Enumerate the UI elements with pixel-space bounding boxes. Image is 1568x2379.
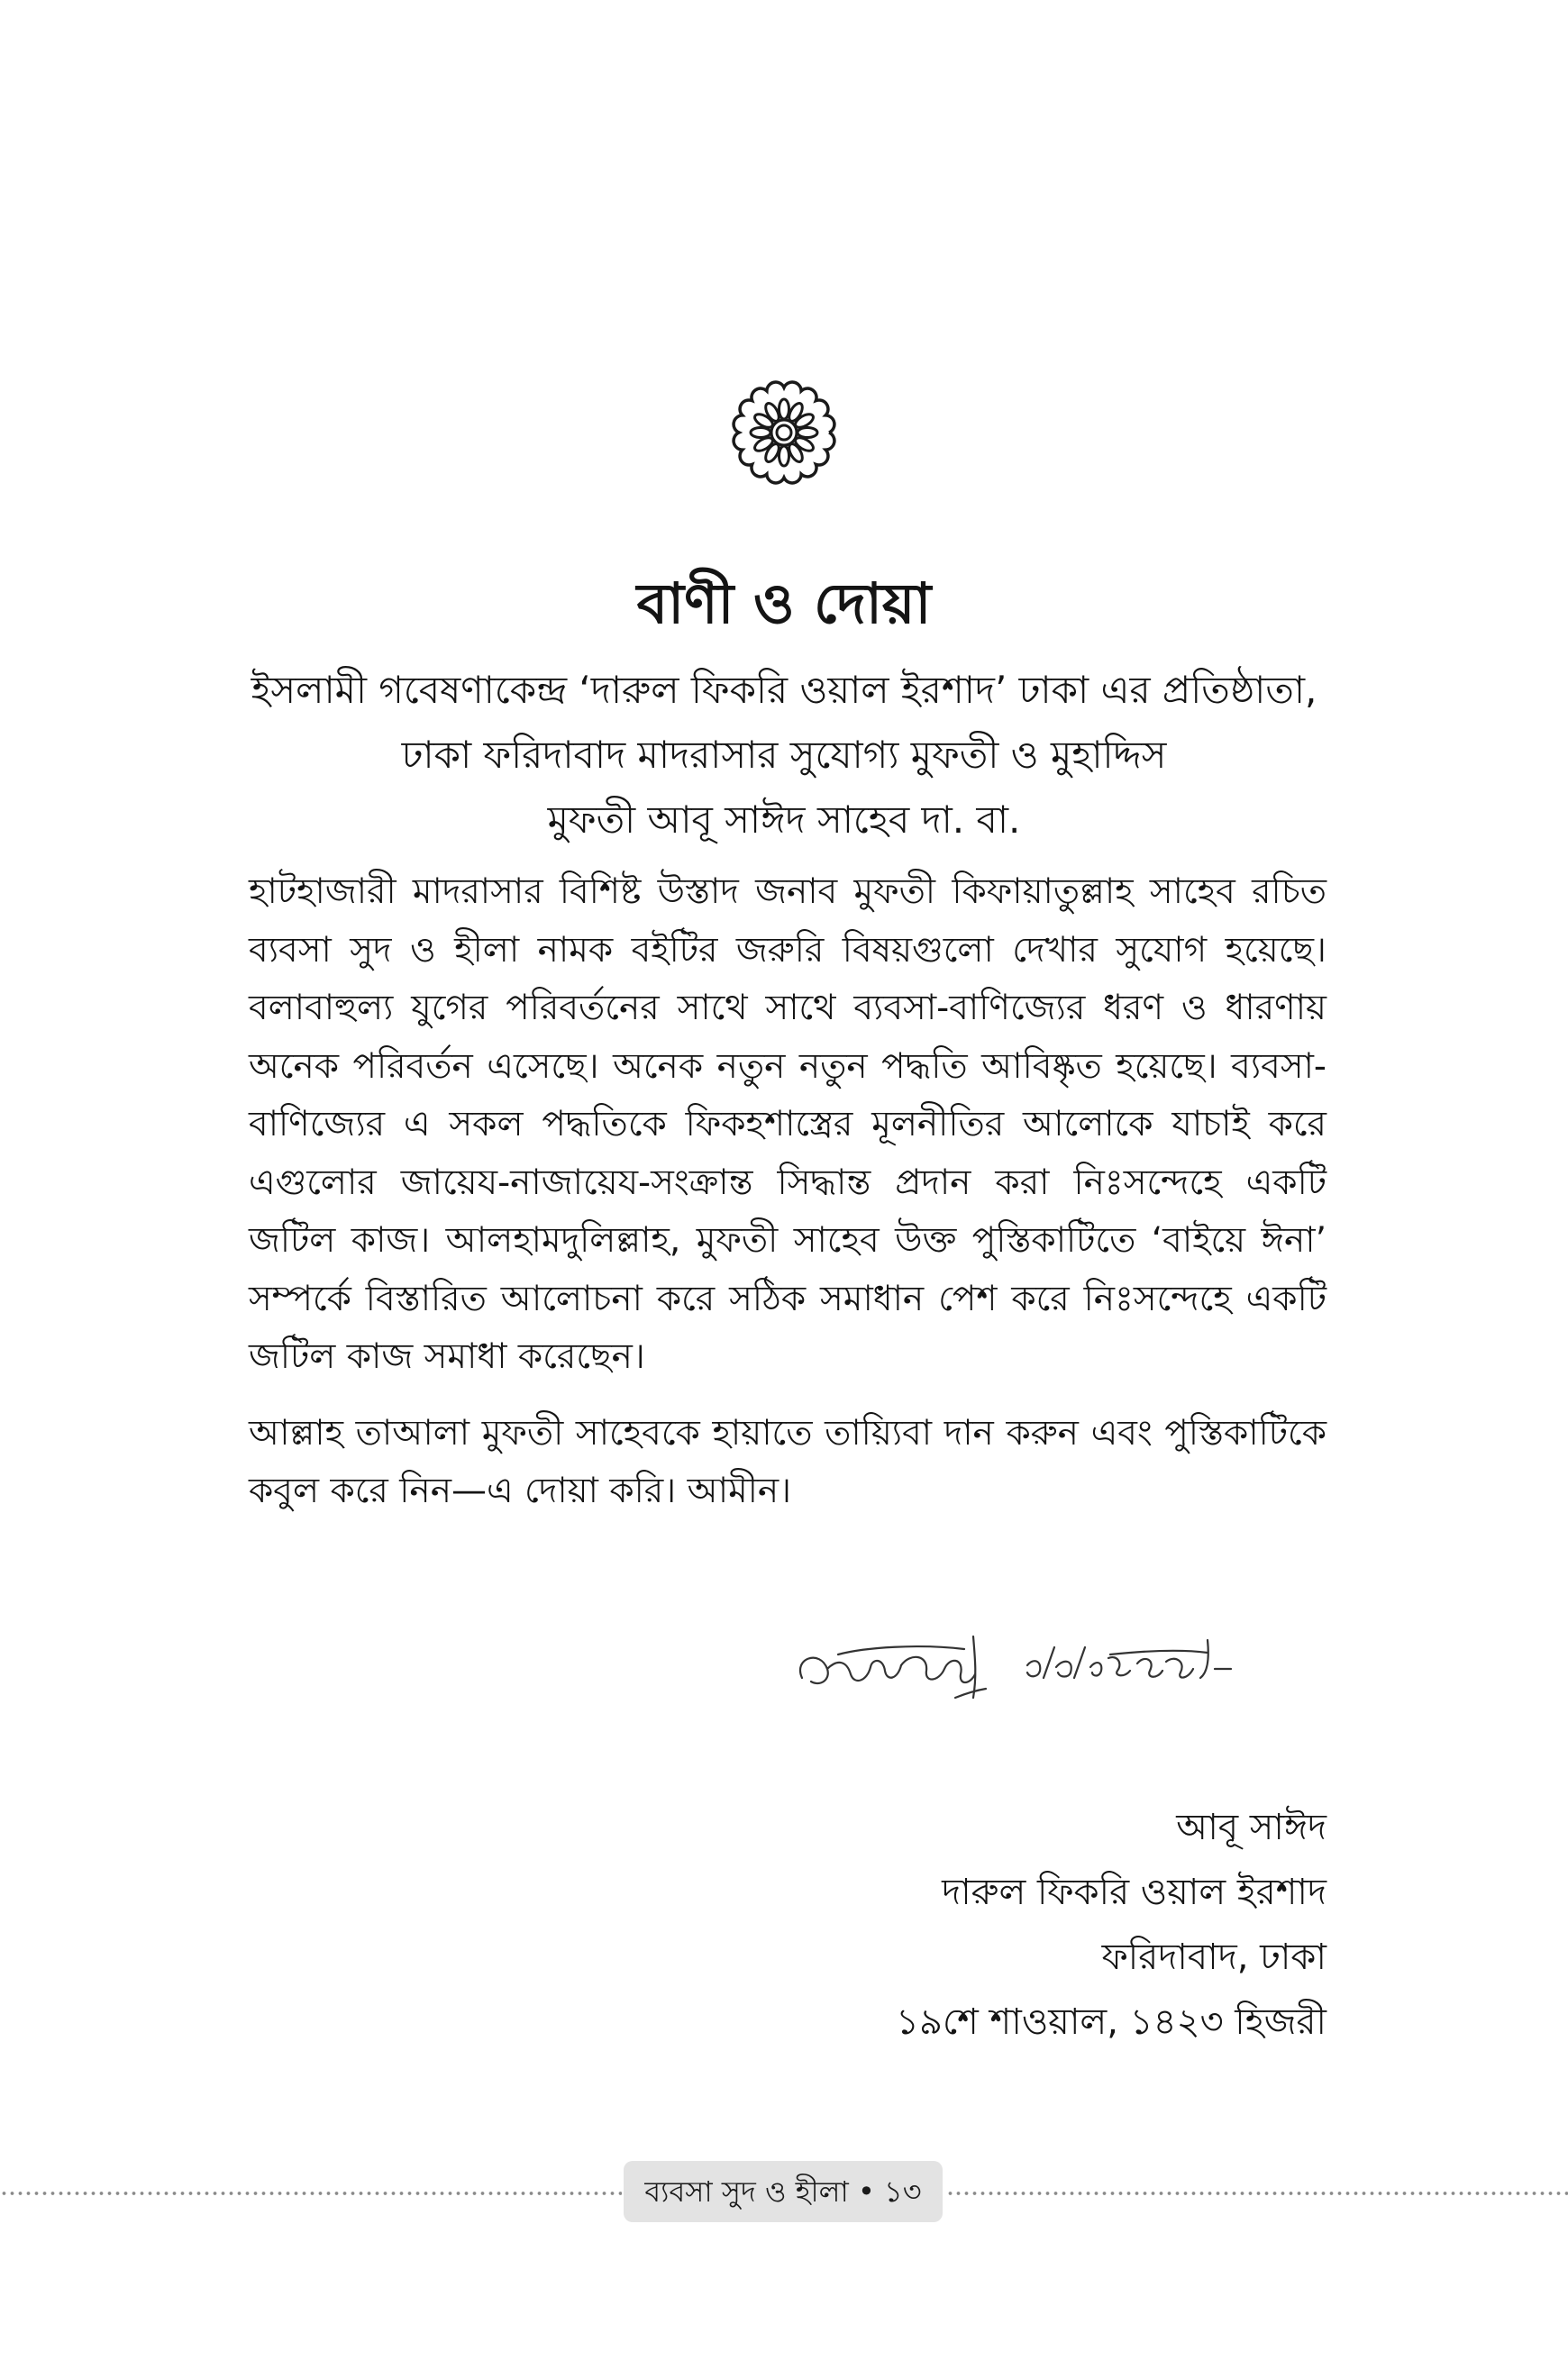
- footer-book-title: ব্যবসা সুদ ও হীলা: [644, 2174, 849, 2209]
- author-block: [896, 1795, 1326, 2055]
- footer-divider-right: [946, 2188, 1568, 2199]
- paragraph-prayer: আল্লাহ তাআলা মুফতী সাহেবকে হায়াতে তায়্যিবা দান করুন এবং পুস্তিকাটিকে কবুল করে নিন—এ দোয়া করি। আমীন।: [249, 1412, 1326, 1511]
- author-date: ১৯শে শাওয়াল, ১৪২৩ হিজরী: [896, 2001, 1326, 2043]
- author-name: আবূ সাঈদ: [1176, 1807, 1326, 1848]
- page-footer: [624, 2161, 943, 2222]
- author-location: ফরিদাবাদ, ঢাকা: [1101, 1937, 1326, 1978]
- handwritten-signature: [784, 1622, 1325, 1712]
- page-number: ১৩: [884, 2174, 922, 2209]
- signature-scribble: [784, 1622, 1325, 1712]
- paragraph-main: হাটহাজারী মাদরাসার বিশিষ্ট উস্তাদ জনাব মুফতী কিফায়াতুল্লাহ সাহেব রচিত ব্যবসা সুদ ও হীলা নামক বইটির জরুরি বিষয়গুলো দেখার সুযোগ হয়েছে। বলাবাহুল্য যুগের পরিবর্তনের সাথে সাথে ব্যবসা-বাণিজ্যের ধরণ ও ধারণায় অনেক পরিবর্তন এসেছে। অনেক নতুন নতুন পদ্ধতি আবিষ্কৃত হয়েছে। ব্যবসা-বাণিজ্যের এ সকল পদ্ধতিকে ফিকহশাস্ত্রের মূলনীতির আলোকে যাচাই করে এগুলোর জায়েয-নাজায়েয-সংক্রান্ত সিদ্ধান্ত প্রদান করা নিঃসন্দেহে একটি জটিল কাজ। আলহামদুলিল্লাহ, মুফতী সাহেব উক্ত পুস্তিকাটিতে ‘বাইয়ে ঈনা’ সম্পর্কে বিস্তারিত আলোচনা করে সঠিক সমাধান পেশ করে নিঃসন্দেহে একটি জটিল কাজ সমাধা করেছেন।: [249, 871, 1326, 1377]
- subtitle-line: মুফতী আবূ সাঈদ সাহেব দা. বা.: [547, 798, 1021, 842]
- subtitle-line: ইসলামী গবেষণাকেন্দ্র ‘দারুল ফিকরি ওয়াল ইরশাদ’ ঢাকা এর প্রতিষ্ঠাতা,: [251, 668, 1317, 712]
- footer-divider-left: [0, 2188, 622, 2199]
- subtitle-line: ঢাকা ফরিদাবাদ মাদরাসার সুযোগ্য মুফতী ও মুহাদ্দিস: [401, 733, 1167, 777]
- author-institution: দারুল ফিকরি ওয়াল ইরশাদ: [942, 1872, 1326, 1913]
- body-text: [249, 863, 1326, 1521]
- subtitle: [180, 658, 1388, 852]
- footer-separator: •: [857, 2174, 875, 2209]
- page-title: বাণী ও দোয়া: [636, 570, 932, 636]
- flower-ornament-icon: [730, 378, 838, 487]
